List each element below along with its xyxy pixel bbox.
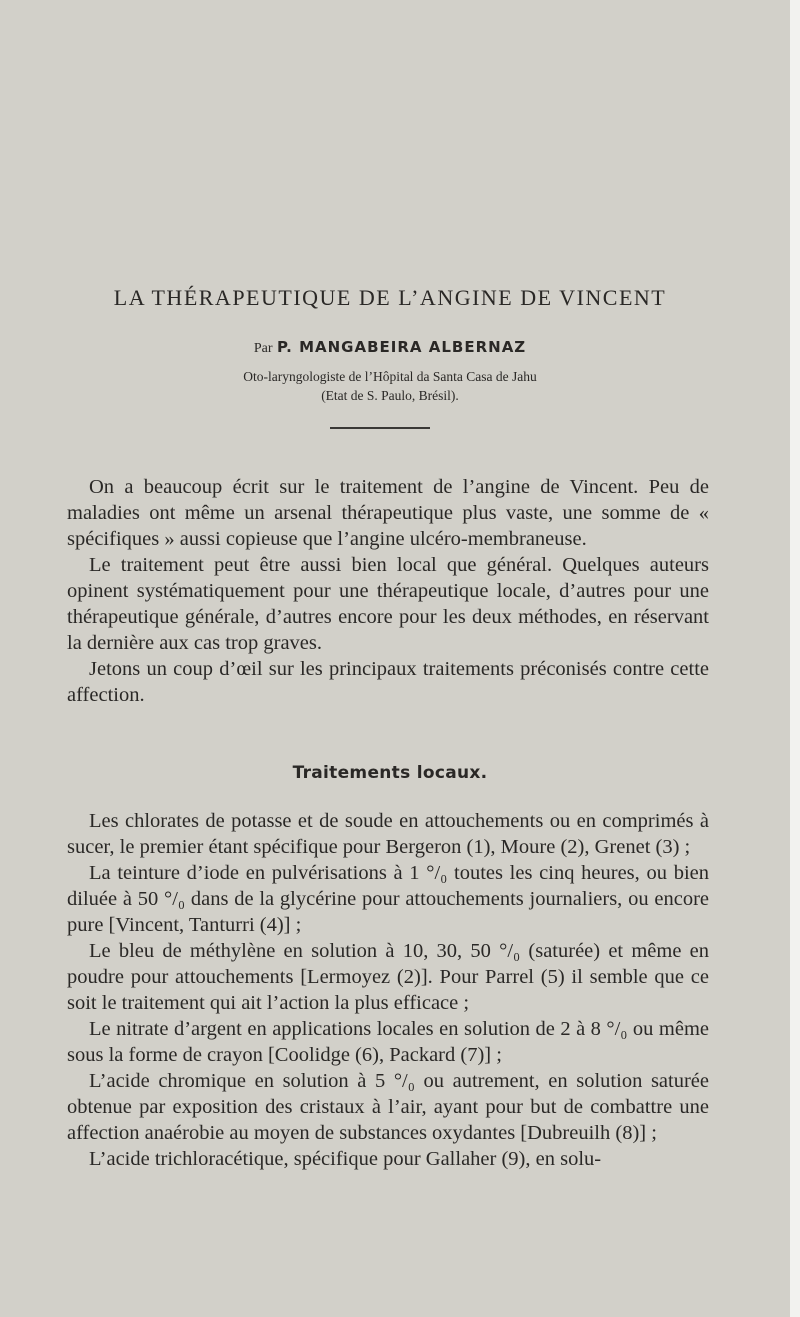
section-heading: Traitements locaux. (292, 763, 488, 783)
local-treatments-text (67, 808, 709, 1172)
paragraph: Le traitement peut être aussi bien local que général. Quelques auteurs opinent systématiquement pour une thérapeutique locale, d’autres pour une thérapeutique générale, d’autres encore pour les deux méthodes, en réservant la dernière aux cas trop graves. (67, 554, 709, 654)
affiliation-line-2: (Etat de S. Paulo, Brésil). (321, 388, 459, 403)
byline (0, 338, 780, 357)
paragraph: Le bleu de méthylène en solution à 10, 30, 50 °/₀ (saturée) et même en poudre pour attouchements [Lermoyez (2)]. Pour Parrel (5) il semble que ce soit le traitement qui ait l’action la plus efficace ; (67, 940, 709, 1014)
paragraph: Les chlorates de potasse et de soude en attouchements ou en comprimés à sucer, le premier étant spécifique pour Bergeron (1), Moure (2), Grenet (3) ; (67, 810, 709, 858)
divider-rule (330, 427, 430, 429)
paragraph: On a beaucoup écrit sur le traitement de l’angine de Vincent. Peu de maladies ont même un arsenal thérapeutique plus vaste, une somme de « spécifiques » aussi copieuse que l’angine ulcéro-membraneuse. (67, 476, 709, 550)
article-title: LA THÉRAPEUTIQUE DE L’ANGINE DE VINCENT (113, 285, 667, 310)
paragraph: L’acide chromique en solution à 5 °/₀ ou autrement, en solution saturée obtenue par exposition des cristaux à l’air, ayant pour but de combattre une affection anaérobie au moyen de substances oxydantes [Dubreuilh (8)] ; (67, 1070, 709, 1144)
paragraph: Jetons un coup d’œil sur les principaux traitements préconisés contre cette affection. (67, 658, 709, 706)
paragraph: L’acide trichloracétique, spécifique pour Gallaher (9), en solu- (89, 1148, 602, 1170)
byline-prefix: Par (253, 341, 273, 356)
affiliation (0, 367, 780, 405)
paragraph: La teinture d’iode en pulvérisations à 1 °/₀ toutes les cinq heures, ou bien diluée à 50 °/₀ dans de la glycérine pour attouchements journaliers, ou encore pure [Vincent, Tanturri (4)] ; (67, 862, 709, 936)
intro-text (67, 474, 709, 708)
affiliation-line-1: Oto-laryngologiste de l’Hôpital da Santa Casa de Jahu (243, 369, 537, 384)
paragraph: Le nitrate d’argent en applications locales en solution de 2 à 8 °/₀ ou même sous la forme de crayon [Coolidge (6), Packard (7)] ; (67, 1018, 709, 1066)
author-name: P. MANGABEIRA ALBERNAZ (276, 338, 527, 356)
